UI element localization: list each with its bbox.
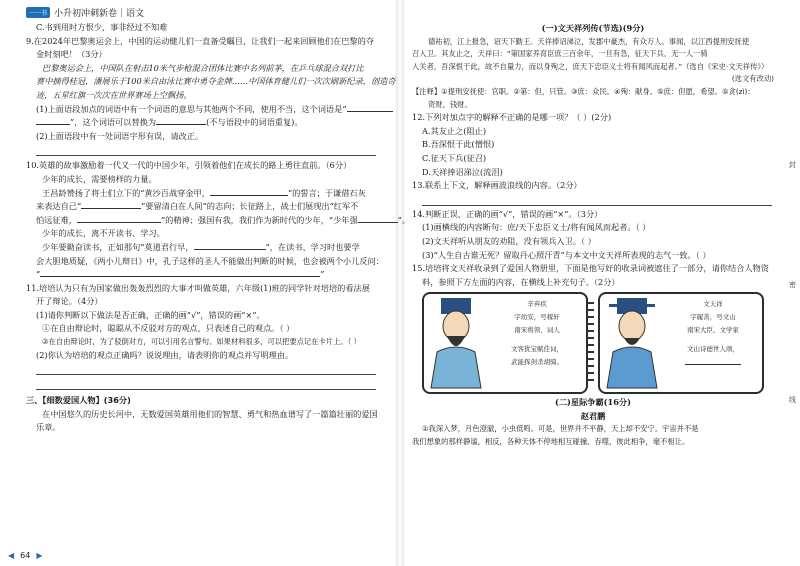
- q10-line-6: 少年要勤奋读书，正如那句“莫道君行早， ”，在读书、学习时也要学: [42, 241, 360, 252]
- card-identity: 南宋大臣、文学家: [687, 326, 739, 335]
- card-name: 辛弃疾: [527, 300, 547, 309]
- q10-stem: 10.英雄的故事激励着一代又一代的中国少年，引领着他们在成长的路上勇往直前。（6分）: [26, 160, 352, 171]
- portrait-figure-icon: [424, 294, 488, 390]
- card-verse-2: 武能挥剑杀胡骑。: [511, 358, 563, 367]
- section-3-intro-cont: 乐章。: [36, 422, 61, 433]
- q9-answer-line[interactable]: [36, 143, 376, 156]
- passage-2-line-1: ①我深入梦，月色澄澈，小虫低鸣。可是，世界并不平静，天上却不安宁。宇宙并不是: [422, 424, 699, 434]
- page-number: 64: [20, 551, 31, 560]
- q13-answer-line[interactable]: [422, 193, 772, 206]
- q12-stem: 12.下列对加点字的解释不正确的是哪一项？（ ）(2分): [412, 112, 612, 123]
- card-xin-text: [488, 294, 586, 392]
- margin-mark-seal: 封: [789, 161, 796, 169]
- annotation-1: 【注释】①提刑安抚使：官职。②第：但，只管。③庶：众民。④殉：献身。⑤庶：但愿，希望。⑤贪(zì)：: [412, 86, 755, 96]
- answer-blank[interactable]: [156, 116, 206, 125]
- q12-option-a: A.其友止之(阻止): [422, 125, 487, 136]
- next-arrow-icon: ▶: [36, 551, 43, 560]
- q10-line-1: 少年的成长，需要榜样的力量。: [42, 173, 157, 184]
- passage-2-author: 赵君鹏: [580, 410, 606, 421]
- q9-sub1: (1)上面语段加点的词语中有一个词语的意思与其他两个不同，使用不当，这个词语是“: [26, 103, 386, 117]
- section-3-title: 三、【细数爱国人物】(36分): [26, 395, 131, 406]
- answer-blank[interactable]: [77, 214, 161, 223]
- answer-blank[interactable]: [347, 103, 393, 112]
- q14-item-1: (1)画横线的内容断句：庶/天下忠臣义士/将有闻风而起者。（ ）: [422, 222, 651, 233]
- q9-sub2: (2)上面语段中有一处词语字形有误，请改正。: [36, 130, 204, 141]
- portrait-figure-icon: [600, 294, 664, 390]
- card-identity: 南宋将领、词人: [514, 326, 560, 335]
- q9-stem-cont: 金时刻吧！（3分）: [36, 49, 107, 60]
- q10-line-8: “ ”: [36, 269, 325, 280]
- card-verse-1: 文山诗德世人颂，: [687, 345, 739, 354]
- q14-stem: 14.判断正误，正确的画“√”，错误的画“×”。（3分）: [412, 208, 603, 219]
- answer-blank[interactable]: [36, 116, 70, 125]
- passage-1-title: (一)文天祥列传(节选)(9分): [541, 23, 645, 33]
- passage-1-note: (选文有改动): [731, 74, 774, 84]
- answer-blank[interactable]: [81, 200, 141, 209]
- passage-2-line-2: 我们想象的那样静谧，相反，各种天体不停地相互碰撞、吞噬，彼此相争，毫不相让。: [412, 437, 690, 447]
- q11-sub1: (1)请你判断以下做法是否正确，正确的画“√”，错误的画“×”。: [36, 309, 265, 320]
- card-style-name: 字履善，号文山: [690, 313, 736, 322]
- section-3-intro: 在中国悠久的历史长河中，无数爱国英雄用他们的智慧、勇气和热血谱写了一篇篇壮丽的爱国: [42, 408, 378, 419]
- q12-option-d: D.天祥捧诏涕泣(流泪): [422, 166, 503, 177]
- q15-stem: 15.培培将文天祥收录到了爱国人物册里，下面是他写好的收录词被遮住了一部分，请你结合人物资: [412, 263, 769, 274]
- right-page: [400, 0, 800, 566]
- passage-1-line-1: 德祐初，江上报急，诏天下勤王。天祥捧诏涕泣，发郡中豪杰，有众万人。事闻，以江西提刑安抚使: [428, 36, 750, 46]
- q9-sub1-cont: ”，这个词语可以替换为 (不与语段中的词语重复)。: [26, 116, 386, 130]
- q10-line-3: 来表达自己“ ”要留清白在人间”的志向；长征路上，战士们展现出“红军不: [36, 201, 359, 212]
- answer-blank[interactable]: [210, 187, 288, 196]
- card-wen-text: [664, 294, 762, 392]
- passage-1-line-2: 召入卫。其友止之，天祥曰：“第国家养育臣庶三百余年，一旦有急，征天下兵，无一人一骑: [412, 49, 708, 59]
- q9-passage-1: 巴黎奥运会上，中国队在射击10米气步枪混合团体比赛中名列前茅，在乒乓球混合双打比: [42, 62, 364, 73]
- answer-blank[interactable]: [194, 241, 266, 250]
- q15-stem-cont: 料，参照下方左面的内容，在横线上补充句子。（2分）: [422, 276, 620, 287]
- annotation-2: 资财，钱财。: [428, 99, 472, 109]
- q10-line-5: 少年的成长，离不开读书、学习。: [42, 228, 165, 239]
- q13-stem: 13.联系上下文，解释画波浪线的内容。（2分）: [412, 180, 582, 191]
- q9-stem: 9.在2024年巴黎奥运会上，中国的运动健儿们一直备受瞩目，让我们一起来回顾他们在巴黎的夺: [26, 35, 374, 46]
- passage-2-title: (二)星际争霸(16分): [554, 397, 631, 408]
- q11-item-1: ①在自由辩论时，聪聪从不反驳对方的观点，只表述自己的观点。（ ）: [42, 323, 295, 334]
- q11-stem: 11.培培认为只有为国家做出轰轰烈烈的大事才叫做英雄，六年级(1)班的同学针对培培的看法展: [26, 282, 370, 293]
- q11-sub2: (2)你认为培培的观点正确吗？说说理由，请表明你的观点并写明理由。: [36, 349, 294, 360]
- card-verse-1: 文客犹宝赋佳词，: [511, 345, 563, 354]
- binder-ring: [586, 302, 594, 386]
- q11-answer-line-2[interactable]: [36, 377, 376, 390]
- card-answer-blank[interactable]: [664, 356, 762, 370]
- q14-item-3: (3)“人生自古谁无死？留取丹心照汗青”与本文中文天祥所表现的志气一致。（ ）: [422, 249, 711, 260]
- card-wen-tianxiang: [598, 292, 764, 394]
- margin-mark-secret: 密: [789, 281, 796, 289]
- q11-stem-cont: 开了辩论。（4分）: [36, 296, 103, 307]
- answer-blank[interactable]: [358, 214, 398, 223]
- q12-option-c: C.征天下兵(征召): [422, 152, 487, 163]
- figure-cards: [412, 292, 774, 394]
- prev-arrow-icon: ◀: [8, 551, 15, 560]
- q9-passage-3: 迹，五星红旗一次次在世界赛场上空飘扬。: [36, 89, 192, 100]
- q10-line-2: 王昌龄赞扬了将士们立下的“黄沙百战穿金甲， ”的誓言；于谦借石灰: [42, 187, 366, 198]
- option-c: C.书到用时方恨少，事非经过不知难: [36, 22, 168, 32]
- answer-blank[interactable]: [40, 268, 320, 277]
- q14-item-2: (2)文天祥听从朋友的劝阻，没有领兵入卫。（ ）: [422, 235, 596, 246]
- q10-line-7: 会大胆地质疑，《两小儿辩日》中，孔子这样的圣人不能做出判断的时候，也会被两个小儿反问：: [36, 255, 384, 266]
- card-xin-qiji: [422, 292, 588, 394]
- page-header: [26, 6, 386, 18]
- q12-option-b: B.吾深恨于此(憎恨): [422, 139, 495, 150]
- page-footer: [8, 551, 43, 560]
- q9-passage-2: 赛中摘得桂冠，潘展乐于100米自由泳比赛中勇夺金牌……中国体育健儿们一次次刷新纪录，创造奇: [36, 76, 396, 87]
- q11-item-2: ②在自由辩论时，为了驳倒对方，可以引用名言警句。如果材料很多，可以把要点记在卡片上。（ ）: [42, 337, 361, 347]
- card-style-name: 字幼安，号稼轩: [514, 313, 560, 322]
- margin-mark-line: 线: [789, 396, 796, 404]
- card-name: 文天祥: [703, 300, 723, 309]
- passage-1-line-3: 入关者，吾深恨于此，故不自量力，而以身殉之，庶天下忠臣义士将有闻风而起者。”（选自《宋史·文天祥传》）: [412, 61, 769, 71]
- q11-answer-line-1[interactable]: [36, 362, 376, 375]
- brand-badge: 一一书: [26, 7, 50, 18]
- q10-line-4: 怕远征难， ”的精神；强国有我，我们作为新时代的少年，“少年强 ”。: [36, 214, 411, 225]
- book-title: 小升初冲刺新卷｜语文: [54, 8, 145, 19]
